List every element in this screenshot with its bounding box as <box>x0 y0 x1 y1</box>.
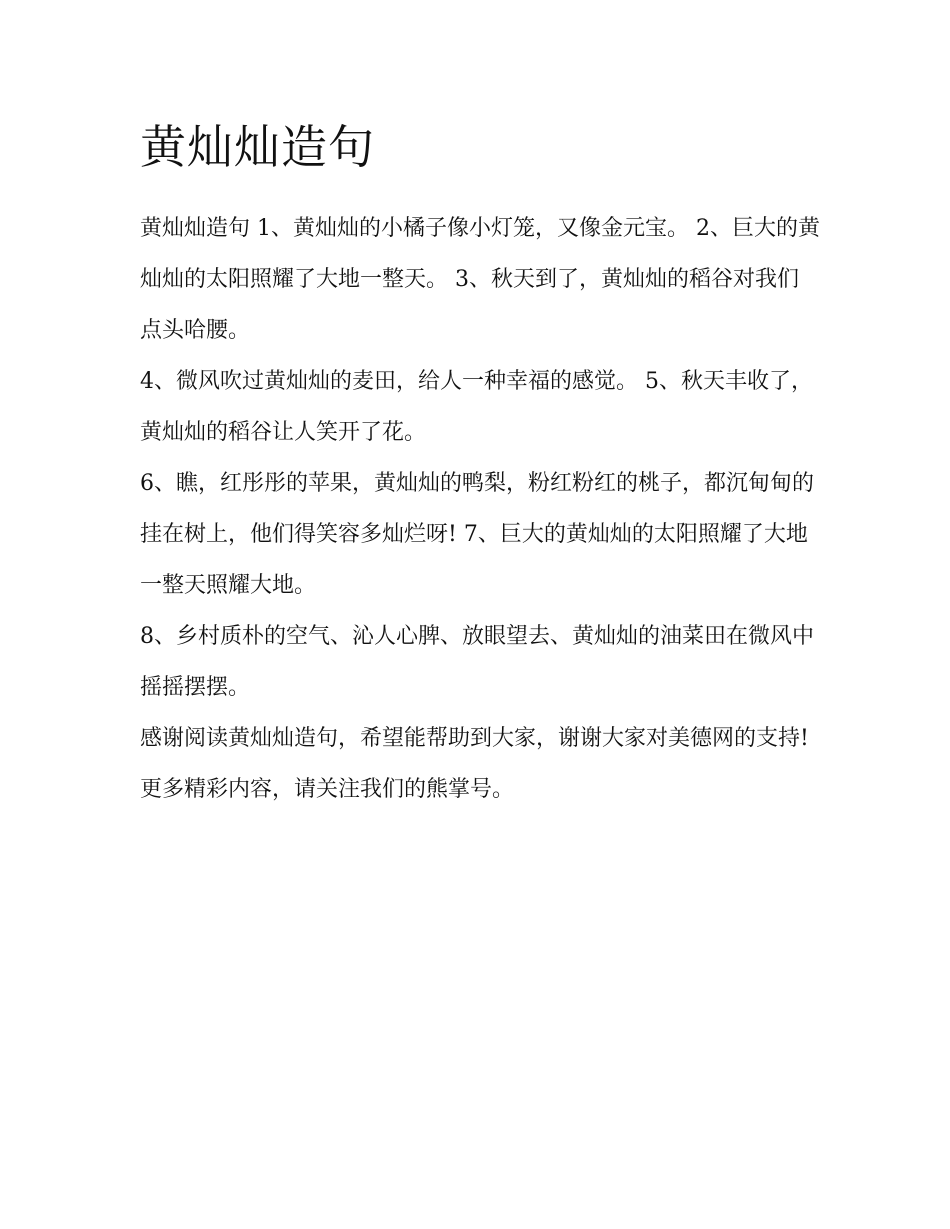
paragraph-sentences-6-7: 6、瞧，红彤彤的苹果，黄灿灿的鸭梨，粉红粉红的桃子，都沉甸甸的挂在树上，他们得笑容多灿烂呀! 7、巨大的黄灿灿的太阳照耀了大地一整天照耀大地。 <box>140 471 814 598</box>
document-body <box>140 118 820 815</box>
document-title: 黄灿灿造句 <box>140 120 375 174</box>
paragraph-sentence-8: 8、乡村质朴的空气、沁人心脾、放眼望去、黄灿灿的油菜田在微风中摇摇摆摆。 <box>140 624 814 700</box>
paragraph-closing-note: 感谢阅读黄灿灿造句，希望能帮助到大家，谢谢大家对美德网的支持!更多精彩内容，请关注我们的熊掌号。 <box>140 726 809 802</box>
paragraph-sentences-4-5: 4、微风吹过黄灿灿的麦田，给人一种幸福的感觉。 5、秋天丰收了，黄灿灿的稻谷让人笑开了花。 <box>140 369 813 445</box>
paragraph-sentences-1-3: 黄灿灿造句 1、黄灿灿的小橘子像小灯笼，又像金元宝。 2、巨大的黄灿灿的太阳照耀了大地一整天。 3、秋天到了，黄灿灿的稻谷对我们点头哈腰。 <box>140 216 820 343</box>
